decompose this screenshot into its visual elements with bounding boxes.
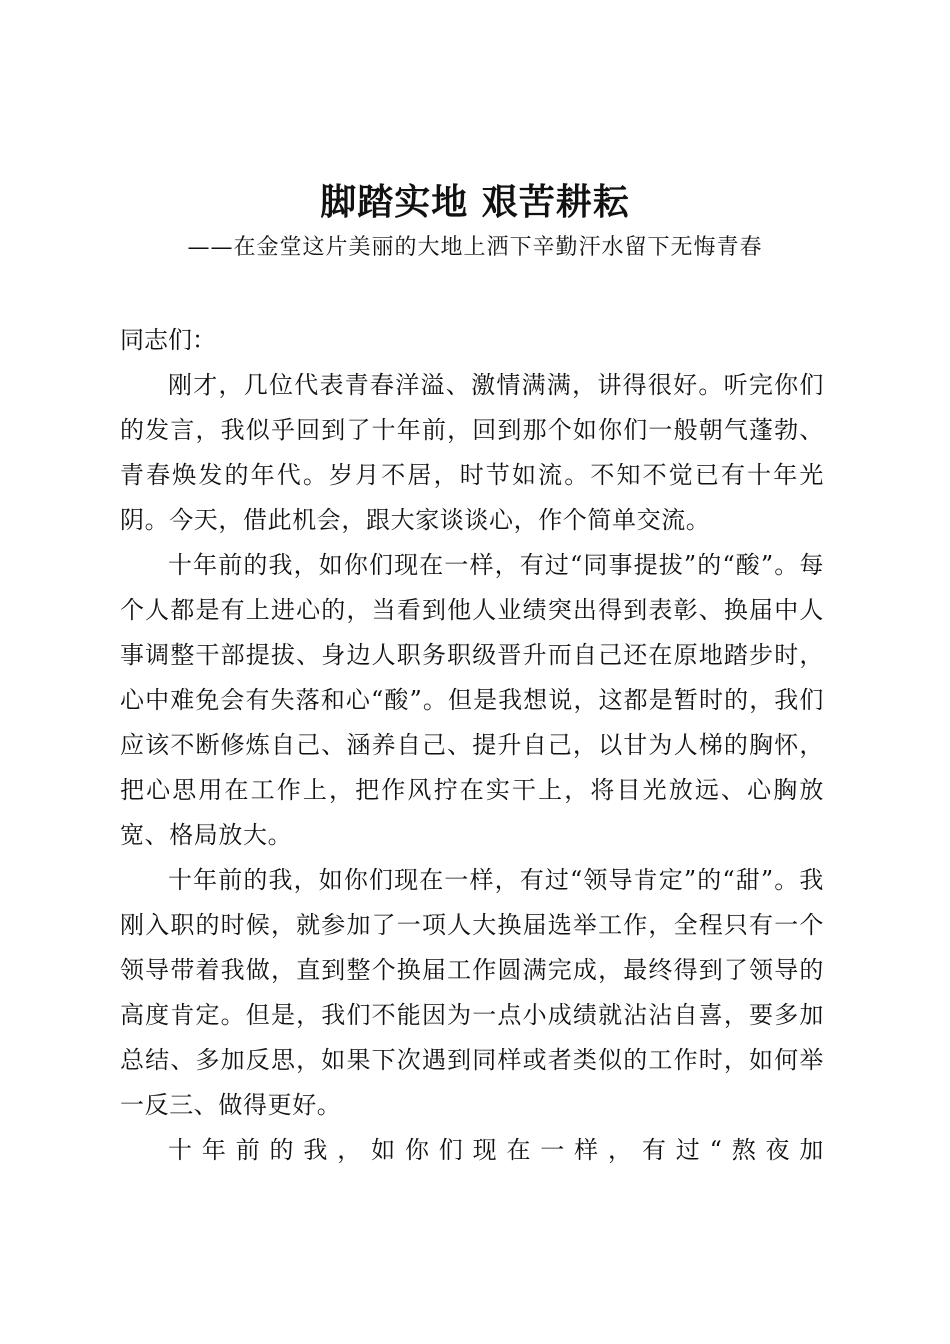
- salutation: 同志们：: [120, 326, 216, 354]
- page-subtitle: ——在金堂这片美丽的大地上洒下辛勤汗水留下无悔青春: [187, 235, 763, 260]
- paragraph-3: 十年前的我，如你们现在一样，有过“领导肯定”的“甜”。我刚入职的时候，就参加了一项人大换届选举工作，全程只有一个领导带着我做，直到整个换届工作圆满完成，最终得到了领导的高度肯定。但是，我们不能因为一点小成绩就沾沾自喜，要多加总结、多加反思，如果下次遇到同样或者类似的工作时，如何举一反三、做得更好。: [120, 866, 824, 1119]
- paragraph-4: 十年前的我，如你们现在一样，有过“熬夜加: [168, 1136, 824, 1164]
- paragraph-1: 刚才，几位代表青春洋溢、激情满满，讲得很好。听完你们的发言，我似乎回到了十年前，回到那个如你们一般朝气蓬勃、青春焕发的年代。岁月不居，时节如流。不知不觉已有十年光阴。今天，借此机会，跟大家谈谈心，作个简单交流。: [120, 371, 824, 534]
- document-body: [120, 318, 824, 1173]
- paragraph-2: 十年前的我，如你们现在一样，有过“同事提拔”的“酸”。每个人都是有上进心的，当看到他人业绩突出得到表彰、换届中人事调整干部提拔、身边人职务职级晋升而自己还在原地踏步时，心中难免会有失落和心“酸”。但是我想说，这都是暂时的，我们应该不断修炼自己、涵养自己、提升自己，以甘为人梯的胸怀，把心思用在工作上，把作风拧在实干上，将目光放远、心胸放宽、格局放大。: [120, 551, 824, 849]
- page-title: 脚踏实地 艰苦耕耘: [320, 181, 630, 223]
